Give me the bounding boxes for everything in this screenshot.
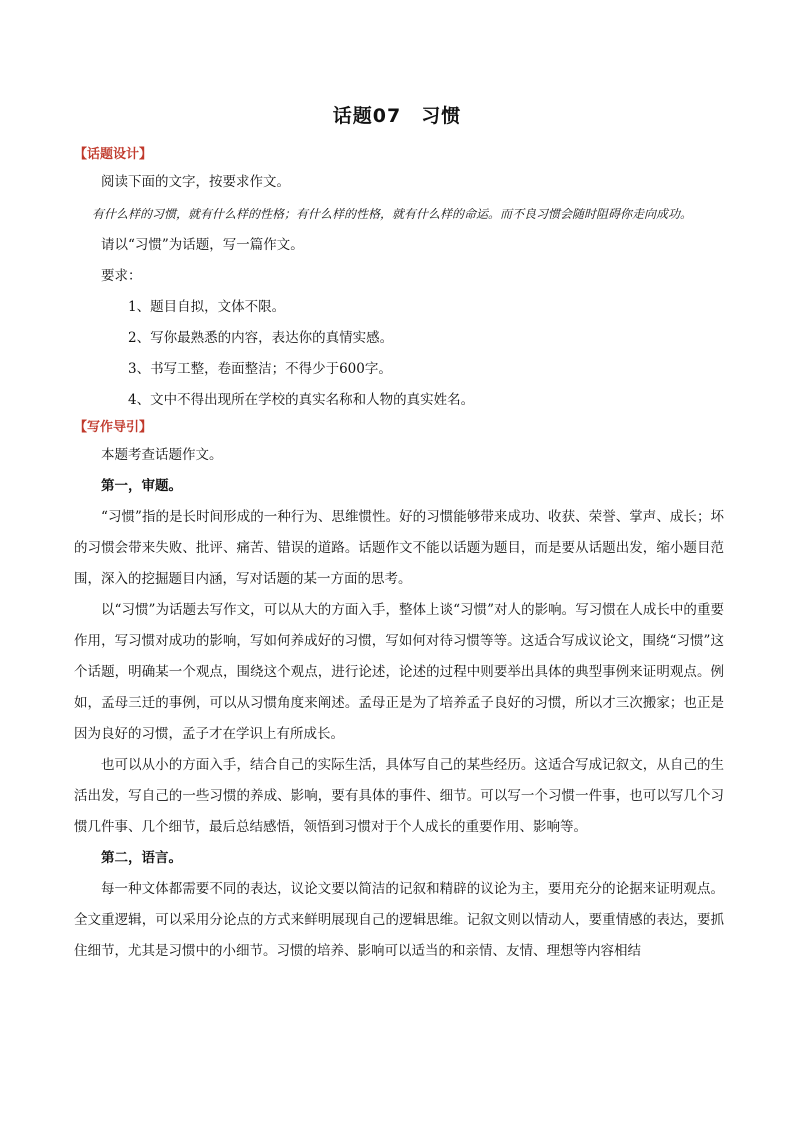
requirements-label: 要求： xyxy=(101,268,142,284)
requirement-item: 4、文中不得出现所在学校的真实名称和人物的真实姓名。 xyxy=(128,392,475,408)
document-body xyxy=(74,143,724,967)
step-two-heading: 第二，语言。 xyxy=(101,850,182,866)
step-one-heading: 第一，审题。 xyxy=(101,478,182,494)
requirement-item: 2、写你最熟悉的内容，表达你的真情实感。 xyxy=(128,330,394,346)
topic-instruction: 请以“习惯”为话题，写一篇作文。 xyxy=(101,237,304,253)
step-one-paragraph-3: 也可以从小的方面入手，结合自己的实际生活，具体写自己的某些经历。这适合写成记叙文，从自己的生活出发，写自己的一些习惯的养成、影响，要有具体的事件、细节。可以写一个习惯一件事，也可以写几个习惯几件事、几个细节，最后总结感悟，领悟到习惯对于个人成长的重要作用、影响等。 xyxy=(74,757,724,835)
instruction-paragraph: 阅读下面的文字，按要求作文。 xyxy=(101,174,290,190)
section-heading-topic-design: 【话题设计】 xyxy=(74,147,153,162)
requirement-item: 1、题目自拟，文体不限。 xyxy=(128,299,286,315)
page-title: 话题07 习惯 xyxy=(332,105,462,127)
step-one-paragraph-2: 以“习惯”为话题去写作文，可以从大的方面入手，整体上谈“习惯”对人的影响。写习惯在人成长中的重要作用，写习惯对成功的影响，写如何养成好的习惯，写如何对待习惯等等。这适合写成议论文，围绕“习惯”这个话题，明确某一个观点，围绕这个观点，进行论述，论述的过程中则要举出具体的典型事例来证明观点。例如，孟母三迁的事例，可以从习惯角度来阐述。孟母正是为了培养孟子良好的习惯，所以才三次搬家；也正是因为良好的习惯，孟子才在学识上有所成长。 xyxy=(74,602,724,742)
requirement-item: 3、书写工整，卷面整洁；不得少于600字。 xyxy=(128,361,392,377)
quoted-material: 有什么样的习惯，就有什么样的性格；有什么样的性格，就有什么样的命运。而不良习惯会随时阻碍你走向成功。 xyxy=(92,207,693,221)
step-one-paragraph-1: “习惯”指的是长时间形成的一种行为、思维惯性。好的习惯能够带来成功、收获、荣誉、掌声、成长；坏的习惯会带来失败、批评、痛苦、错误的道路。话题作文不能以话题为题目，而是要从话题出发，缩小题目范围，深入的挖掘题目内涵，写对话题的某一方面的思考。 xyxy=(74,509,724,587)
step-two-paragraph-1: 每一种文体都需要不同的表达，议论文要以简洁的记叙和精辟的议论为主，要用充分的论据来证明观点。全文重逻辑，可以采用分论点的方式来鲜明展现自己的逻辑思维。记叙文则以情动人，要重情感的表达，要抓住细节，尤其是习惯中的小细节。习惯的培养、影响可以适当的和亲情、友情、理想等内容相结 xyxy=(74,881,724,959)
section-heading-writing-guide: 【写作导引】 xyxy=(74,420,153,435)
guide-intro: 本题考查话题作文。 xyxy=(101,447,223,463)
